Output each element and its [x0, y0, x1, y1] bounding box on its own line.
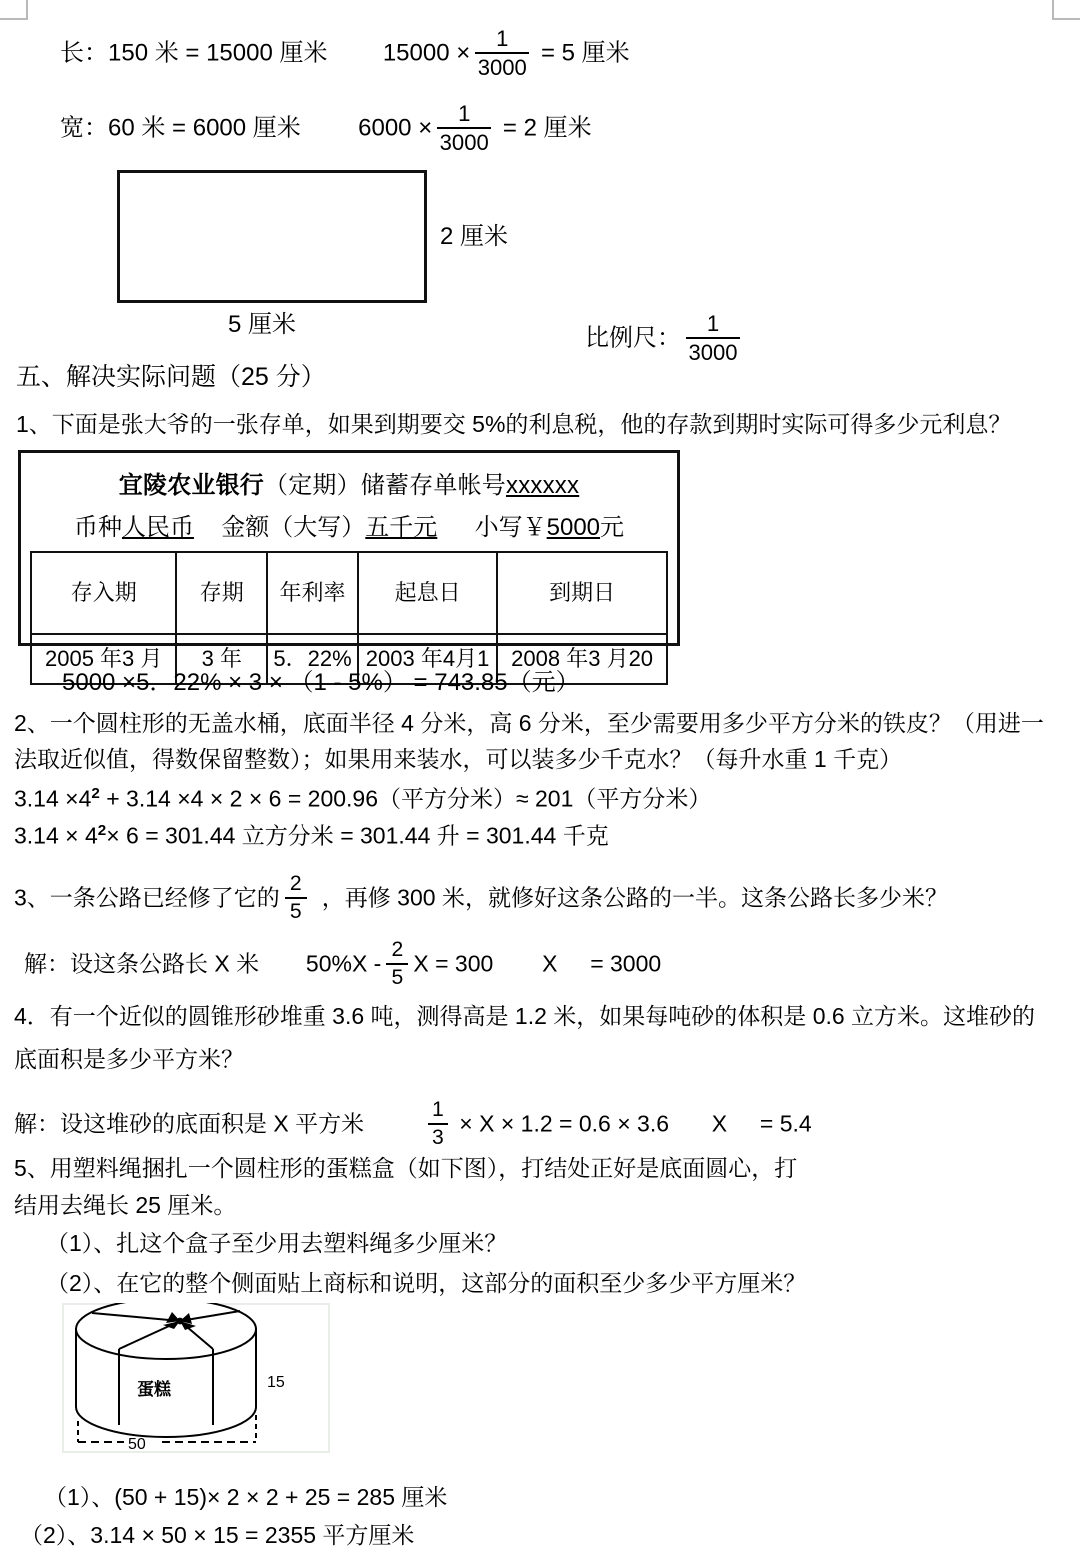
- scale-width-result: = 2 厘米: [502, 114, 592, 142]
- fraction-numerator: 2: [391, 938, 404, 961]
- slip-amount-row: [30, 507, 668, 542]
- exponent-2: 2: [97, 822, 107, 839]
- scale-width-times: ×: [418, 114, 433, 142]
- table-cell: 2003 年4月1: [358, 634, 497, 684]
- fraction-numerator: 1: [706, 311, 720, 336]
- fraction-bar: [475, 52, 529, 54]
- expr-part: 3.14 × 4: [14, 822, 98, 849]
- slip-lowercase-unit: 元: [600, 514, 625, 541]
- table-header-cell: 起息日: [358, 552, 497, 634]
- fraction-bar: [285, 897, 307, 899]
- scale-length-times: ×: [456, 39, 471, 67]
- scale-width-given: 60 米: [108, 114, 166, 142]
- expr-part: + 3.14 ×4 × 2 × 6 = 200.96（平方分米）≈ 201（平方分米）: [99, 785, 712, 812]
- fraction-denominator: 3000: [439, 130, 489, 156]
- table-header-cell: 存入期: [31, 552, 176, 634]
- problem-2-answer-line-2: [14, 823, 609, 848]
- slip-bank-name: 宜陵农业银行: [118, 472, 264, 499]
- problem-4-text-line-2: 底面积是多少平方米？: [14, 1046, 244, 1072]
- fraction-denominator: 3000: [477, 55, 527, 81]
- cake-cylinder-diagram: [62, 1303, 330, 1463]
- slip-lowercase-value: 5000: [546, 514, 601, 541]
- scale-width-fraction: [437, 102, 491, 154]
- scale-length-factor: 15000: [382, 39, 450, 67]
- problem-1-text: 1、下面是张大爷的一张存单，如果到期要交 5%的利息税，他的存款到期时实际可得多少元利息？: [16, 411, 1012, 437]
- problem-5-text-line-2: 结用去绳长 25 厘米。: [14, 1192, 237, 1218]
- fraction-denominator: 5: [391, 966, 404, 990]
- scale-ratio-expression: [585, 313, 745, 365]
- table-header-cell: 年利率: [267, 552, 358, 634]
- fraction-bar: [686, 337, 740, 339]
- section-heading: 五、解决实际问题（25 分）: [16, 363, 326, 391]
- problem-3-answer-d: X: [542, 950, 558, 977]
- fraction-numerator: 1: [458, 101, 471, 126]
- problem-4-answer-d: = 5.4: [759, 1110, 812, 1137]
- cake-height-label: 15: [267, 1374, 285, 1391]
- fraction-bar: [386, 963, 408, 965]
- problem-4-answer: [14, 1100, 812, 1150]
- page-corner-mark-top-right: [1052, 0, 1080, 20]
- problem-4-answer-c: X: [711, 1110, 728, 1137]
- problem-3-text: [14, 874, 948, 924]
- cake-diagram-svg: [62, 1303, 330, 1463]
- table-cell: 2005 年3 月: [31, 634, 176, 684]
- slip-amount-value: 五千元: [365, 514, 438, 541]
- problem-3-answer: [24, 940, 661, 990]
- problem-3-answer-e: = 3000: [590, 950, 662, 977]
- fraction-bar: [437, 127, 491, 129]
- slip-currency-value: 人民币: [121, 514, 194, 541]
- problem-2-text-line-2: 法取近似值，得数保留整数）；如果用来装水，可以装多少千克水？（每升水重 1 千克）: [14, 746, 903, 772]
- problem-3-text-b: ，再修 300 米，就修好这条公路的一半。这条公路长多少米？: [321, 884, 948, 911]
- scale-width-eq: = 6000 厘米: [172, 114, 301, 142]
- scale-width-line: [60, 103, 592, 155]
- slip-account-number: xxxxxx: [506, 472, 580, 499]
- bank-deposit-slip: [18, 450, 680, 672]
- table-header-cell: 到期日: [497, 552, 667, 634]
- problem-5-sub-question-1: （1）、扎这个盒子至少用去塑料绳多少厘米？: [46, 1230, 508, 1256]
- fraction-bar: [428, 1123, 448, 1125]
- fraction-numerator: 1: [432, 1098, 444, 1121]
- scale-width-label: 宽：: [60, 114, 108, 142]
- slip-lowercase-label: 小写￥: [474, 514, 547, 541]
- expr-part: 3.14 ×4: [14, 785, 92, 812]
- problem-5-answer-2: （2）、3.14 × 50 × 15 = 2355 平方厘米: [20, 1522, 415, 1548]
- problem-4-fraction: [428, 1099, 448, 1149]
- table-cell: 2008 年3 月20: [497, 634, 667, 684]
- bow-center-knot: [177, 1318, 184, 1325]
- cake-body-label: 蛋糕: [137, 1380, 171, 1399]
- scale-length-given: 150 米: [108, 39, 179, 67]
- problem-4-answer-b: × X × 1.2 = 0.6 × 3.6: [459, 1110, 670, 1137]
- problem-2-answer-line-1: [14, 786, 711, 811]
- exponent-2: 2: [91, 785, 100, 802]
- table-header-row: [31, 552, 667, 634]
- problem-3-answer-c: X = 300: [413, 950, 494, 977]
- scale-rectangle-diagram: [117, 170, 427, 303]
- slip-amount-label: 金额（大写）: [221, 514, 366, 541]
- expr-part: × 6 = 301.44 立方分米 = 301.44 升 = 301.44 千克: [106, 822, 609, 849]
- scale-length-line: [60, 28, 630, 80]
- problem-5-text-line-1: 5、用塑料绳捆扎一个圆柱形的蛋糕盒（如下图），打结处正好是底面圆心，打: [14, 1155, 798, 1181]
- problem-3-answer-b: 50%X -: [305, 950, 382, 977]
- fraction-numerator: 2: [289, 872, 302, 895]
- problem-3-fraction: [285, 873, 307, 923]
- table-cell: 3 年: [176, 634, 267, 684]
- problem-4-answer-a: 解：设这堆砂的底面积是 X 平方米: [14, 1110, 365, 1137]
- fraction-denominator: 3: [432, 1126, 444, 1150]
- rectangle-height-label: 2 厘米: [440, 223, 509, 250]
- problem-4-text-line-1: 4．有一个近似的圆锥形砂堆重 3.6 吨，测得高是 1.2 米，如果每吨砂的体积是 0.6 立方米。这堆砂的: [14, 1003, 1036, 1029]
- fraction-denominator: 3000: [688, 340, 738, 366]
- scale-ratio-fraction: [686, 312, 740, 364]
- scale-length-fraction: [475, 27, 529, 79]
- problem-5-answer-1: （1）、(50 + 15)× 2 × 2 + 25 = 285 厘米: [44, 1484, 448, 1510]
- scale-length-label: 长：: [60, 39, 108, 67]
- problem-1-answer: 5000 ×5．22% × 3 × （1 - 5%） = 743.85（元）: [62, 669, 580, 696]
- scale-width-factor: 6000: [358, 114, 412, 142]
- cylinder-top-ellipse: [76, 1303, 256, 1359]
- slip-title-row: [30, 465, 668, 500]
- scale-length-eq: = 15000 厘米: [185, 39, 328, 67]
- problem-2-text-line-1: 2、一个圆柱形的无盖水桶，底面半径 4 分米，高 6 分米，至少需要用多少平方分米的铁皮？（用进一: [14, 710, 1044, 736]
- slip-currency-label: 币种: [73, 514, 122, 541]
- table-header-cell: 存期: [176, 552, 267, 634]
- scale-length-result: = 5 厘米: [540, 39, 630, 67]
- problem-3-text-a: 3、一条公路已经修了它的: [14, 884, 280, 911]
- problem-3-answer-a: 解：设这条公路长 X 米: [24, 950, 260, 977]
- fraction-numerator: 1: [496, 26, 509, 51]
- table-cell: 5．22%: [267, 634, 358, 684]
- scale-ratio-label: 比例尺：: [585, 324, 681, 352]
- problem-3-answer-fraction: [386, 939, 408, 989]
- deposit-slip-table: [30, 551, 668, 685]
- slip-title-rest: （定期）储蓄存单帐号: [264, 472, 506, 499]
- problem-5-sub-question-2: （2）、在它的整个侧面贴上商标和说明，这部分的面积至少多少平方厘米？: [46, 1270, 807, 1296]
- fraction-denominator: 5: [289, 900, 302, 924]
- cake-width-label: 50: [128, 1436, 146, 1453]
- page-corner-mark-top-left: [0, 0, 28, 20]
- rectangle-width-label: 5 厘米: [228, 311, 297, 338]
